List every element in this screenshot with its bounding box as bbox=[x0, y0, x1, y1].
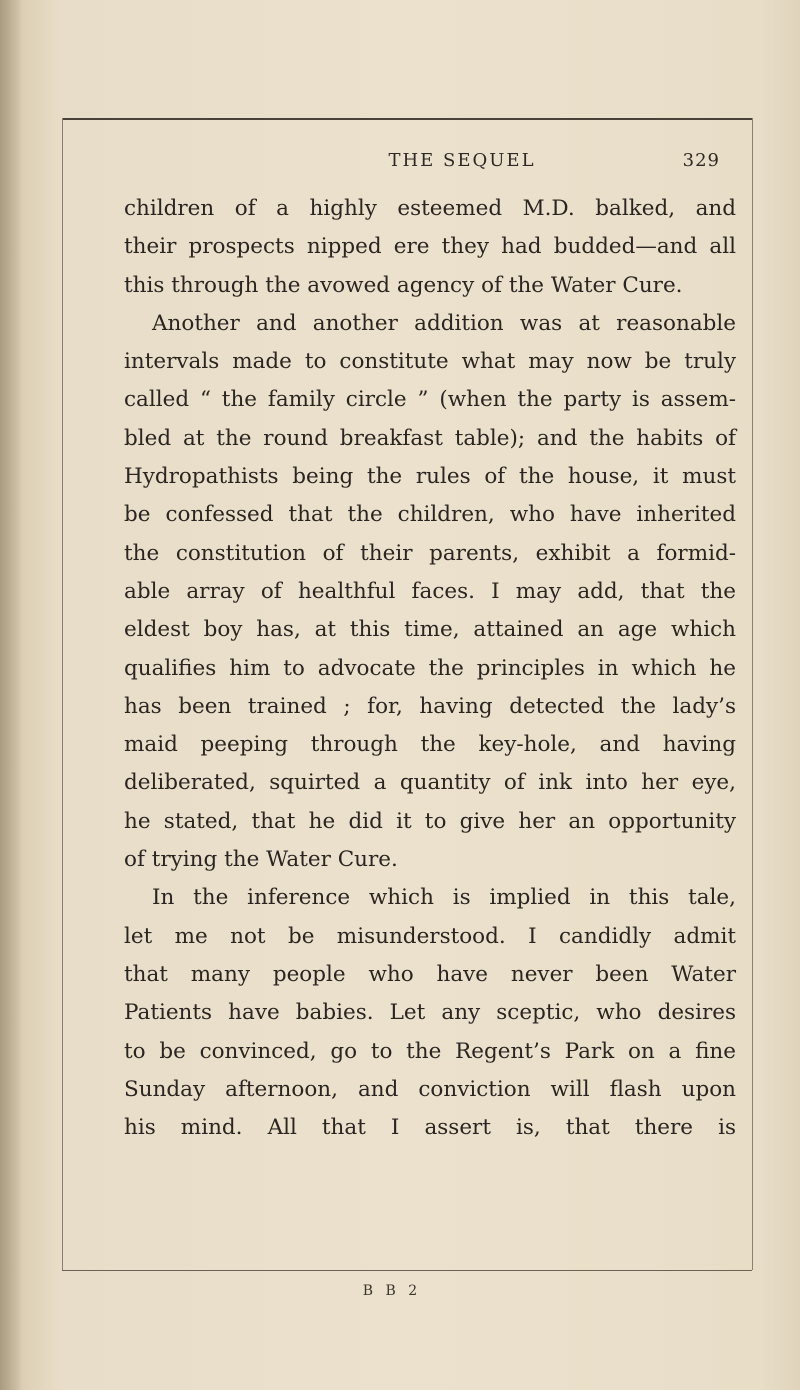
bottom-rule bbox=[62, 1270, 752, 1271]
text-line: be confessed that the children, who have inherited bbox=[124, 502, 736, 528]
top-rule bbox=[62, 118, 752, 120]
text-line: eldest boy has, at this time, attained an age which bbox=[124, 617, 736, 643]
text-line: intervals made to constitute what may now be truly bbox=[124, 349, 736, 375]
text-line: In the inference which is implied in this tale, bbox=[152, 885, 736, 911]
text-line: the constitution of their parents, exhibit a formid- bbox=[124, 540, 736, 566]
text-line: of trying the Water Cure. bbox=[124, 847, 398, 873]
text-line: has been trained ; for, having detected the lady’s bbox=[124, 693, 736, 719]
text-line: to be convinced, go to the Regent’s Park on a fine bbox=[124, 1038, 736, 1064]
page-number: 329 bbox=[682, 150, 720, 171]
text-line: Sunday afternoon, and conviction will flash upon bbox=[124, 1076, 736, 1102]
left-frame-line bbox=[62, 118, 63, 1270]
binding-gutter-shadow bbox=[0, 0, 22, 1390]
text-line: called “ the family circle ” (when the party is assem- bbox=[124, 387, 736, 413]
text-line: that many people who have never been Water bbox=[124, 961, 736, 987]
text-line: let me not be misunderstood. I candidly admit bbox=[124, 923, 736, 949]
text-line: children of a highly esteemed M.D. balked, and bbox=[124, 196, 736, 221]
text-line: maid peeping through the key-hole, and having bbox=[124, 732, 736, 758]
text-line: Hydropathists being the rules of the house, it must bbox=[124, 464, 736, 490]
text-line: able array of healthful faces. I may add, that the bbox=[124, 578, 736, 604]
text-line: this through the avowed agency of the Water Cure. bbox=[124, 272, 683, 298]
running-head bbox=[100, 150, 720, 180]
text-line: Another and another addition was at reasonable bbox=[152, 310, 736, 336]
text-line: their prospects nipped ere they had budded—and all bbox=[124, 234, 736, 260]
running-title: THE SEQUEL bbox=[388, 150, 536, 171]
signature-mark: B B 2 bbox=[362, 1283, 422, 1299]
body-text bbox=[124, 190, 736, 1147]
text-line: qualifies him to advocate the principles in which he bbox=[124, 655, 736, 681]
text-line: he stated, that he did it to give her an opportunity bbox=[124, 808, 736, 834]
text-line: his mind. All that I assert is, that there is bbox=[124, 1115, 736, 1141]
right-frame-line bbox=[752, 118, 753, 1270]
text-line: bled at the round breakfast table); and the habits of bbox=[124, 425, 736, 451]
text-line: deliberated, squirted a quantity of ink into her eye, bbox=[124, 770, 736, 796]
text-line: Patients have babies. Let any sceptic, who desires bbox=[124, 1000, 736, 1026]
